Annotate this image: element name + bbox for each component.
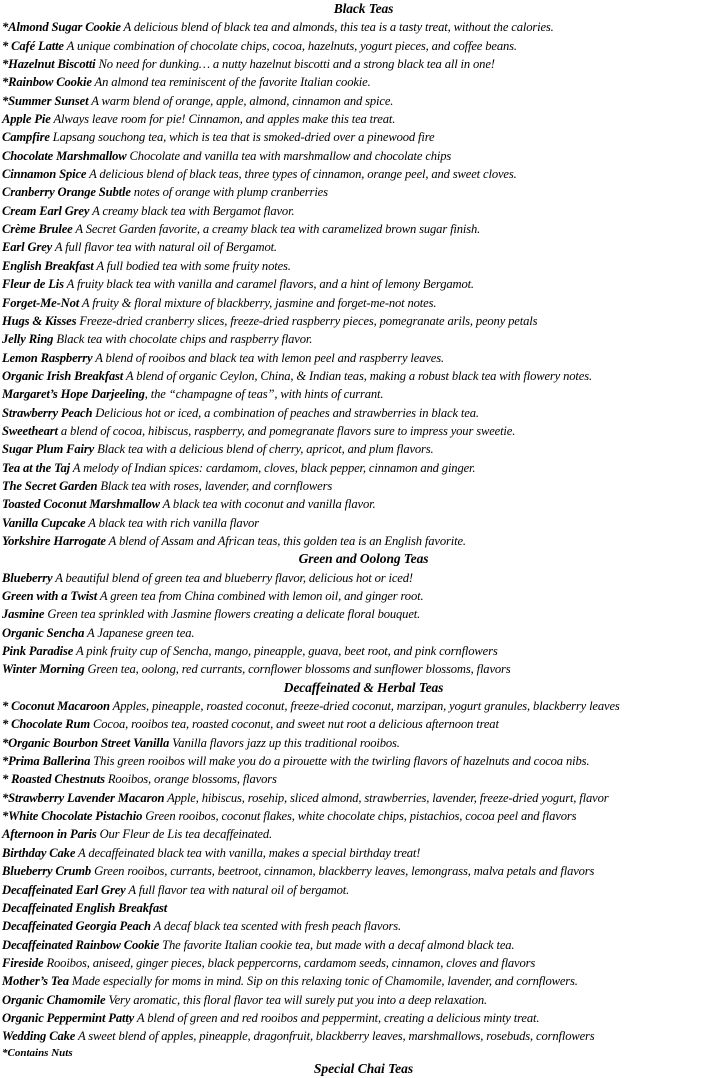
tea-name: Winter Morning <box>2 662 85 677</box>
tea-description: Vanilla flavors jazz up this traditional rooibos. <box>169 735 400 750</box>
tea-description: A melody of Indian spices: cardamom, cloves, black pepper, cinnamon and ginger. <box>70 460 476 475</box>
tea-description: Freeze-dried cranberry slices, freeze-dried raspberry pieces, pomegranate arils, peony petals <box>76 313 538 328</box>
tea-name: * Coconut Macaroon <box>2 699 110 714</box>
tea-item <box>0 972 727 990</box>
tea-description: A beautiful blend of green tea and blueberry flavor, delicious hot or iced! <box>52 570 413 585</box>
tea-description: A fruity & floral mixture of blackberry, jasmine and forget-me-not notes. <box>79 295 437 310</box>
tea-description: A unique combination of chocolate chips, cocoa, hazelnuts, yogurt pieces, and coffee beans. <box>63 38 517 53</box>
tea-name: Fireside <box>2 955 44 970</box>
tea-description: Green tea sprinkled with Jasmine flowers creating a delicate floral bouquet. <box>44 607 421 622</box>
tea-description: Green rooibos, coconut flakes, white chocolate chips, pistachios, cocoa peel and flavors <box>142 809 577 824</box>
tea-item <box>0 110 727 128</box>
tea-name: Sugar Plum Fairy <box>2 442 95 457</box>
tea-item <box>0 587 727 605</box>
tea-name: Vanilla Cupcake <box>2 515 86 530</box>
tea-description: Apples, pineapple, roasted coconut, freeze-dried coconut, marzipan, yogurt granules, blackberry leaves <box>109 699 620 714</box>
tea-description: Cocoa, rooibos tea, roasted coconut, and sweet nut root a delicious afternoon treat <box>90 717 499 732</box>
tea-item <box>0 642 727 660</box>
tea-item <box>0 404 727 422</box>
tea-name: * Roasted Chestnuts <box>2 772 105 787</box>
tea-item <box>0 495 727 513</box>
tea-description: No need for dunking… a nutty hazelnut biscotti and a strong black tea all in one! <box>95 57 495 72</box>
tea-item <box>0 936 727 954</box>
tea-name: *Almond Sugar Cookie <box>2 20 121 35</box>
tea-description: A sweet blend of apples, pineapple, dragonfruit, blackberry leaves, marshmallows, rosebuds, cornflowers <box>75 1029 595 1044</box>
tea-name: Sweetheart <box>2 423 58 438</box>
tea-item <box>0 440 727 458</box>
footnote: *Contains Nuts <box>2 1046 73 1059</box>
tea-name: Decaffeinated English Breakfast <box>2 900 168 915</box>
tea-name: Decaffeinated Georgia Peach <box>2 919 151 934</box>
tea-description: The favorite Italian cookie tea, but made with a decaf almond black tea. <box>159 937 515 952</box>
tea-item <box>0 660 727 678</box>
tea-description: A black tea with rich vanilla flavor <box>85 515 259 530</box>
tea-item <box>0 715 727 733</box>
tea-item <box>0 275 727 293</box>
tea-name: Earl Grey <box>2 240 53 255</box>
tea-description: Delicious hot or iced, a combination of peaches and strawberries in black tea. <box>92 405 479 420</box>
tea-description: This green rooibos will make you do a pirouette with the twirling flavors of hazelnuts and cocoa nibs. <box>90 754 590 769</box>
tea-description: A delicious blend of black tea and almonds, this tea is a tasty treat, without the calories. <box>120 20 554 35</box>
tea-name: Tea at the Taj <box>2 460 70 475</box>
tea-item <box>0 862 727 880</box>
tea-item <box>0 330 727 348</box>
tea-name: *Organic Bourbon Street Vanilla <box>2 735 170 750</box>
tea-name: Blueberry <box>2 570 53 585</box>
tea-name: Mother’s Tea <box>2 974 69 989</box>
tea-description: A full flavor tea with natural oil of Bergamot. <box>52 240 277 255</box>
tea-name: Crème Brulee <box>2 222 73 237</box>
tea-item <box>0 238 727 256</box>
tea-item <box>0 991 727 1009</box>
tea-name: *Summer Sunset <box>2 93 89 108</box>
tea-item <box>0 807 727 825</box>
tea-name: Hugs & Kisses <box>2 313 77 328</box>
tea-item <box>0 569 727 587</box>
tea-description: Black tea with roses, lavender, and cornflowers <box>97 478 333 493</box>
tea-item <box>0 55 727 73</box>
tea-name: Blueberry Crumb <box>2 864 92 879</box>
tea-description: A black tea with coconut and vanilla flavor. <box>159 497 376 512</box>
tea-description: Rooibos, orange blossoms, flavors <box>104 772 277 787</box>
tea-name: Cream Earl Grey <box>2 203 90 218</box>
tea-name: Chocolate Marshmallow <box>2 148 127 163</box>
tea-description: A green tea from China combined with lemon oil, and ginger root. <box>97 589 424 603</box>
section-title: Green and Oolong Teas <box>298 551 429 567</box>
tea-item <box>0 477 727 495</box>
tea-name: Apple Pie <box>2 112 51 127</box>
tea-description: A Japanese green tea. <box>84 625 195 640</box>
tea-item <box>0 147 727 165</box>
tea-item <box>0 624 727 642</box>
tea-item <box>0 73 727 91</box>
tea-item <box>0 459 727 477</box>
tea-description: A warm blend of orange, apple, almond, cinnamon and spice. <box>88 93 394 108</box>
tea-item <box>0 385 727 403</box>
tea-description: A blend of Assam and African teas, this golden tea is an English favorite. <box>105 533 466 548</box>
tea-name: *Rainbow Cookie <box>2 75 92 90</box>
tea-name: Organic Irish Breakfast <box>2 368 124 383</box>
tea-description: A full flavor tea with natural oil of bergamot. <box>125 882 350 897</box>
tea-name: Margaret’s Hope Darjeeling <box>2 387 145 402</box>
tea-name: Decaffeinated Rainbow Cookie <box>2 937 160 952</box>
tea-name: Green with a Twist <box>2 589 98 603</box>
tea-description: Made especially for moms in mind. Sip on this relaxing tonic of Chamomile, lavender, and cornflowers. <box>68 974 578 989</box>
tea-item <box>0 532 727 550</box>
tea-description: A blend of organic Ceylon, China, & Indian teas, making a robust black tea with flowery notes. <box>123 368 592 383</box>
tea-description: Always leave room for pie! Cinnamon, and apples make this tea treat. <box>50 112 396 127</box>
tea-item <box>0 789 727 807</box>
tea-description: A creamy black tea with Bergamot flavor. <box>89 203 295 218</box>
tea-name: *Hazelnut Biscotti <box>2 57 96 72</box>
tea-description: A full bodied tea with some fruity notes. <box>93 258 291 273</box>
tea-item <box>0 734 727 752</box>
tea-description: A Secret Garden favorite, a creamy black tea with caramelized brown sugar finish. <box>72 222 481 237</box>
tea-item <box>0 367 727 385</box>
tea-description: Lapsang souchong tea, which is tea that is smoked-dried over a pinewood fire <box>49 130 435 145</box>
tea-item <box>0 514 727 532</box>
tea-name: Birthday Cake <box>2 845 76 860</box>
tea-name: *Strawberry Lavender Macaron <box>2 790 165 805</box>
tea-description: Green tea, oolong, red currants, cornflower blossoms and sunflower blossoms, flavors <box>84 662 511 677</box>
tea-item <box>0 257 727 275</box>
tea-name: Fleur de Lis <box>2 277 64 292</box>
tea-description: Chocolate and vanilla tea with marshmallow and chocolate chips <box>126 148 452 163</box>
tea-item <box>0 697 727 715</box>
tea-item <box>0 881 727 899</box>
tea-name: Decaffeinated Earl Grey <box>2 882 126 897</box>
tea-item <box>0 165 727 183</box>
tea-description: Apple, hibiscus, rosehip, sliced almond, strawberries, lavender, freeze-dried yogurt, flavor <box>164 790 609 805</box>
tea-item <box>0 294 727 312</box>
tea-description: Very aromatic, this floral flavor tea will surely put you into a deep relaxation. <box>105 992 488 1007</box>
tea-item <box>0 202 727 220</box>
tea-item <box>0 1027 727 1045</box>
tea-item <box>0 92 727 110</box>
tea-item <box>0 349 727 367</box>
tea-name: Forget-Me-Not <box>2 295 80 310</box>
tea-description: A decaffeinated black tea with vanilla, makes a special birthday treat! <box>75 845 421 860</box>
tea-name: Organic Peppermint Patty <box>2 1010 135 1025</box>
tea-name: Cinnamon Spice <box>2 167 87 182</box>
tea-description: A blend of green and red rooibos and peppermint, creating a delicious minty treat. <box>134 1010 540 1025</box>
tea-description: A delicious blend of black teas, three types of cinnamon, orange peel, and sweet cloves. <box>86 167 517 182</box>
tea-description: Our Fleur de Lis tea decaffeinated. <box>96 827 273 842</box>
tea-name: *White Chocolate Pistachio <box>2 809 143 824</box>
tea-description: A pink fruity cup of Sencha, mango, pineapple, guava, beet root, and pink cornflowers <box>73 644 498 659</box>
tea-description: A decaf black tea scented with fresh peach flavors. <box>150 919 401 934</box>
tea-name: Cranberry Orange Subtle <box>2 185 131 200</box>
tea-name: *Prima Ballerina <box>2 754 91 769</box>
tea-name: Organic Sencha <box>2 625 85 640</box>
tea-description: notes of orange with plump cranberries <box>130 185 328 200</box>
tea-name: Pink Paradise <box>2 644 74 659</box>
tea-name: Campfire <box>2 130 50 145</box>
tea-item <box>0 770 727 788</box>
section-title: Decaffeinated & Herbal Teas <box>283 679 444 695</box>
tea-name: Organic Chamomile <box>2 992 106 1007</box>
tea-item <box>0 37 727 55</box>
tea-item <box>0 128 727 146</box>
tea-item <box>0 422 727 440</box>
tea-name: English Breakfast <box>2 258 94 273</box>
next-section-title: Special Chai Teas <box>313 1061 414 1076</box>
tea-description: A fruity black tea with vanilla and caramel flavors, and a hint of lemony Bergamot. <box>63 277 474 292</box>
tea-item <box>0 18 727 36</box>
tea-item <box>0 917 727 935</box>
tea-name: The Secret Garden <box>2 478 98 493</box>
tea-item <box>0 752 727 770</box>
tea-item <box>0 183 727 201</box>
tea-name: Lemon Raspberry <box>2 350 93 365</box>
tea-description: Black tea with a delicious blend of cherry, apricot, and plum flavors. <box>94 442 434 457</box>
tea-description: Black tea with chocolate chips and raspberry flavor. <box>53 332 313 347</box>
tea-item <box>0 1009 727 1027</box>
tea-description: An almond tea reminiscent of the favorite Italian cookie. <box>91 75 371 90</box>
tea-item <box>0 312 727 330</box>
tea-description: , the “champagne of teas”, with hints of currant. <box>144 387 384 402</box>
tea-description: Rooibos, aniseed, ginger pieces, black peppercorns, cardamom seeds, cinnamon, cloves and flavors <box>43 955 536 970</box>
tea-description: A blend of rooibos and black tea with lemon peel and raspberry leaves. <box>92 350 444 365</box>
tea-item <box>0 220 727 238</box>
tea-item <box>0 954 727 972</box>
tea-name: Strawberry Peach <box>2 405 93 420</box>
tea-item <box>0 844 727 862</box>
tea-name: Afternoon in Paris <box>2 827 97 842</box>
tea-item <box>0 825 727 843</box>
tea-name: Jasmine <box>2 607 45 622</box>
tea-name: Yorkshire Harrogate <box>2 533 106 548</box>
tea-name: Jelly Ring <box>2 332 54 347</box>
tea-name: * Chocolate Rum <box>2 717 91 732</box>
tea-description: Green rooibos, currants, beetroot, cinnamon, blackberry leaves, lemongrass, malva petals and flavors <box>91 864 595 879</box>
section-title: Black Teas <box>333 1 394 16</box>
tea-item <box>0 605 727 623</box>
tea-name: Toasted Coconut Marshmallow <box>2 497 160 512</box>
tea-description: a blend of cocoa, hibiscus, raspberry, and pomegranate flavors sure to impress your sweetie. <box>57 423 516 438</box>
tea-name: Wedding Cake <box>2 1029 76 1044</box>
tea-item <box>0 899 727 917</box>
tea-name: * Café Latte <box>2 38 64 53</box>
